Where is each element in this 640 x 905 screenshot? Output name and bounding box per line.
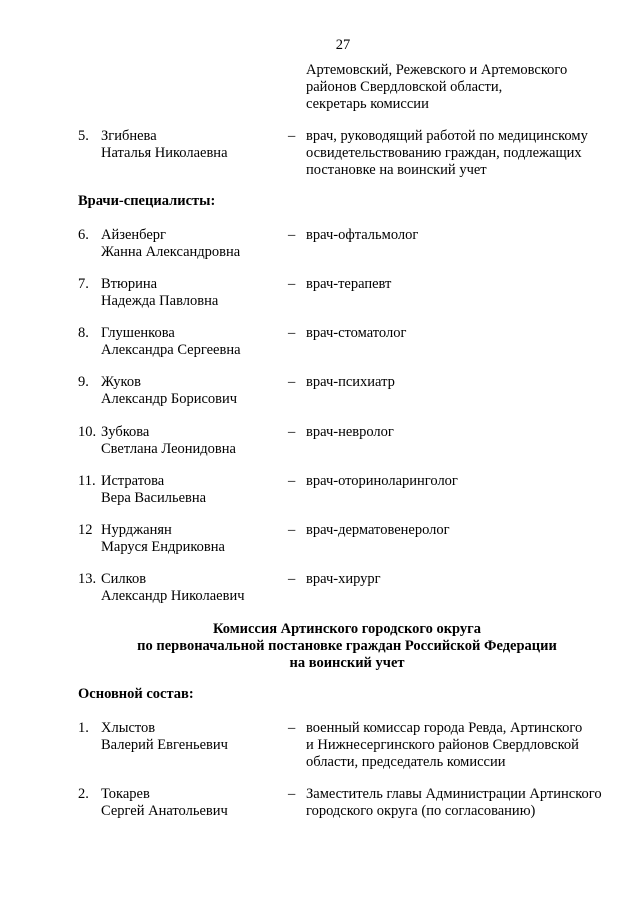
item-number: 10. bbox=[78, 424, 97, 440]
item-number: 2. bbox=[78, 786, 89, 802]
dash: – bbox=[288, 227, 296, 243]
dash: – bbox=[288, 473, 296, 489]
commission-title bbox=[0, 621, 640, 672]
surname: Зубкова bbox=[101, 424, 150, 440]
dash: – bbox=[288, 720, 296, 736]
member-name bbox=[101, 374, 281, 408]
section-heading-main: Основной состав: bbox=[78, 686, 194, 702]
given-names: Вера Васильевна bbox=[101, 490, 207, 506]
surname: Хлыстов bbox=[101, 720, 156, 736]
role-line: области, председатель комиссии bbox=[306, 754, 506, 770]
given-names: Александр Борисович bbox=[101, 391, 238, 407]
member-name bbox=[101, 128, 281, 162]
item-number: 7. bbox=[78, 276, 89, 292]
continuation-line: районов Свердловской области, bbox=[306, 79, 503, 95]
role-line: освидетельствованию граждан, подлежащих bbox=[306, 145, 582, 161]
member-role bbox=[306, 786, 626, 820]
continuation-line: секретарь комиссии bbox=[306, 96, 429, 112]
member-name bbox=[101, 227, 281, 261]
dash: – bbox=[288, 374, 296, 390]
member-role: врач-оториноларинголог bbox=[306, 473, 458, 489]
surname: Жуков bbox=[101, 374, 141, 390]
given-names: Валерий Евгеньевич bbox=[101, 737, 228, 753]
continuation-line: Артемовский, Режевского и Артемовского bbox=[306, 62, 568, 78]
surname: Айзенберг bbox=[101, 227, 166, 243]
given-names: Жанна Александровна bbox=[101, 244, 241, 260]
item-number: 8. bbox=[78, 325, 89, 341]
dash: – bbox=[288, 424, 296, 440]
title-line: на воинский учет bbox=[289, 655, 405, 671]
member-role: врач-офтальмолог bbox=[306, 227, 419, 243]
role-line: врач, руководящий работой по медицинскому bbox=[306, 128, 588, 144]
role-line: военный комиссар города Ревда, Артинского bbox=[306, 720, 583, 736]
member-name bbox=[101, 522, 281, 556]
member-role: врач-психиатр bbox=[306, 374, 395, 390]
page-number: 27 bbox=[335, 37, 351, 53]
given-names: Маруся Ендриковна bbox=[101, 539, 225, 555]
dash: – bbox=[288, 786, 296, 802]
dash: – bbox=[288, 128, 296, 144]
item-number: 6. bbox=[78, 227, 89, 243]
member-role: врач-хирург bbox=[306, 571, 381, 587]
dash: – bbox=[288, 276, 296, 292]
member-role: врач-невролог bbox=[306, 424, 394, 440]
member-role bbox=[306, 720, 626, 771]
role-line: городского округа (по согласованию) bbox=[306, 803, 536, 819]
given-names: Сергей Анатольевич bbox=[101, 803, 228, 819]
section-heading-specialists: Врачи-специалисты: bbox=[78, 193, 216, 209]
dash: – bbox=[288, 325, 296, 341]
role-line: и Нижнесергинского районов Свердловской bbox=[306, 737, 579, 753]
given-names: Александр Николаевич bbox=[101, 588, 245, 604]
given-names: Светлана Леонидовна bbox=[101, 441, 236, 457]
member-role bbox=[306, 128, 626, 179]
member-name bbox=[101, 786, 281, 820]
given-names: Наталья Николаевна bbox=[101, 145, 228, 161]
member-name bbox=[101, 276, 281, 310]
given-names: Александра Сергеевна bbox=[101, 342, 241, 358]
member-name bbox=[101, 571, 281, 605]
item-number: 12 bbox=[78, 522, 93, 538]
member-role: врач-дерматовенеролог bbox=[306, 522, 450, 538]
dash: – bbox=[288, 522, 296, 538]
item-number: 9. bbox=[78, 374, 89, 390]
member-name bbox=[101, 325, 281, 359]
surname: Силков bbox=[101, 571, 147, 587]
dash: – bbox=[288, 571, 296, 587]
item-number: 13. bbox=[78, 571, 97, 587]
surname: Згибнева bbox=[101, 128, 157, 144]
surname: Глушенкова bbox=[101, 325, 175, 341]
title-line: Комиссия Артинского городского округа bbox=[212, 621, 482, 637]
item-number: 5. bbox=[78, 128, 89, 144]
member-role: врач-стоматолог bbox=[306, 325, 407, 341]
role-line: Заместитель главы Администрации Артинского bbox=[306, 786, 602, 802]
item-number: 11. bbox=[78, 473, 96, 489]
role-line: постановке на воинский учет bbox=[306, 162, 487, 178]
member-role: врач-терапевт bbox=[306, 276, 392, 292]
continuation-text bbox=[306, 62, 567, 113]
member-name bbox=[101, 720, 281, 754]
given-names: Надежда Павловна bbox=[101, 293, 219, 309]
surname: Токарев bbox=[101, 786, 150, 802]
member-name bbox=[101, 473, 281, 507]
member-name bbox=[101, 424, 281, 458]
surname: Втюрина bbox=[101, 276, 158, 292]
surname: Истратова bbox=[101, 473, 165, 489]
title-line: по первоначальной постановке граждан Российской Федерации bbox=[137, 638, 557, 654]
surname: Нурджанян bbox=[101, 522, 172, 538]
item-number: 1. bbox=[78, 720, 89, 736]
